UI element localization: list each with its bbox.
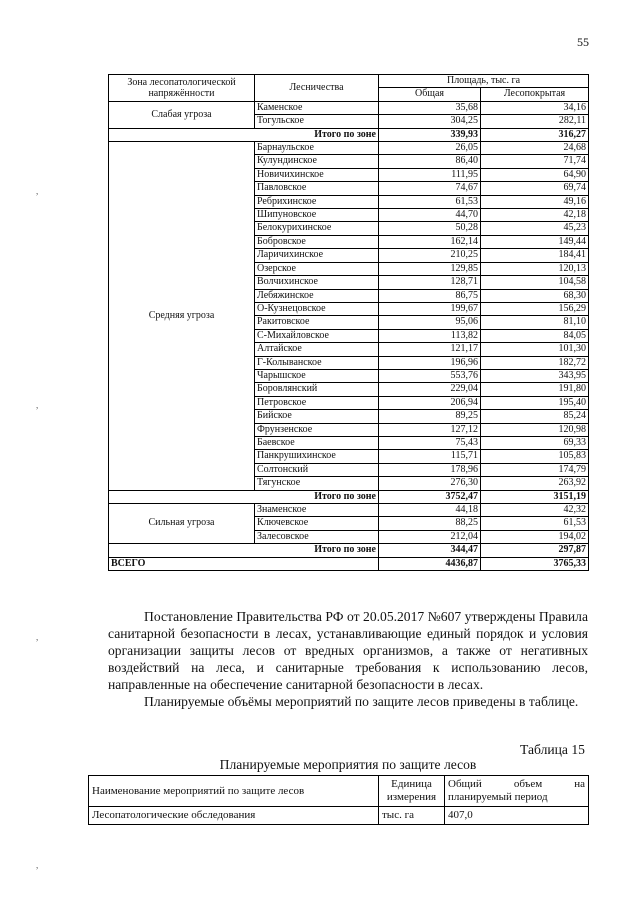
total-area-cell: 50,28: [379, 222, 481, 235]
total-area-cell: 129,85: [379, 262, 481, 275]
header-zone: Зона лесопатологической напряжённости: [109, 75, 255, 102]
forested-area-cell: 104,58: [481, 276, 589, 289]
paragraph-planned: Планируемые объёмы мероприятий по защите лесов приведены в таблице.: [144, 694, 579, 709]
subtotal-row: [109, 544, 589, 557]
forested-area-cell: 42,32: [481, 504, 589, 517]
forestry-name-cell: Петровское: [255, 396, 379, 409]
forestry-name-cell: Ракитовское: [255, 316, 379, 329]
forested-area-cell: 64,90: [481, 168, 589, 181]
subtotal-total-cell: 3752,47: [379, 490, 481, 503]
forestry-name-cell: Чарышское: [255, 369, 379, 382]
forested-area-cell: 343,95: [481, 369, 589, 382]
forested-area-cell: 84,05: [481, 329, 589, 342]
forestry-name-cell: Ребрихинское: [255, 195, 379, 208]
subtotal-forested-cell: 3151,19: [481, 490, 589, 503]
header-area: Площадь, тыс. га: [379, 75, 589, 88]
subtotal-label-cell: Итого по зоне: [109, 544, 379, 557]
grand-total-label-cell: ВСЕГО: [109, 557, 379, 570]
total-area-cell: 206,94: [379, 396, 481, 409]
forestry-name-cell: Павловское: [255, 182, 379, 195]
header-forestry: Лесничества: [255, 75, 379, 102]
scan-mark: ,: [36, 860, 39, 870]
scan-mark: ,: [36, 632, 39, 642]
header-unit: Единица измерения: [379, 776, 445, 807]
forestry-name-cell: Бийское: [255, 410, 379, 423]
total-area-cell: 229,04: [379, 383, 481, 396]
header-forested: Лесопокрытая: [481, 88, 589, 101]
total-area-cell: 210,25: [379, 249, 481, 262]
forestry-name-cell: Тогульское: [255, 115, 379, 128]
table15-header-row: [89, 776, 589, 807]
zone-name-cell: Средняя угроза: [109, 142, 255, 491]
forested-area-cell: 174,79: [481, 463, 589, 476]
total-area-cell: 61,53: [379, 195, 481, 208]
forested-area-cell: 81,10: [481, 316, 589, 329]
forestry-name-cell: Барнаульское: [255, 142, 379, 155]
table-header-row: [109, 75, 589, 88]
total-area-cell: 95,06: [379, 316, 481, 329]
total-area-cell: 178,96: [379, 463, 481, 476]
forested-area-cell: 120,98: [481, 423, 589, 436]
table15-title: Планируемые мероприятия по защите лесов: [219, 757, 477, 772]
subtotal-row: [109, 128, 589, 141]
forested-area-cell: 61,53: [481, 517, 589, 530]
forested-area-cell: 49,16: [481, 195, 589, 208]
table-row: [89, 807, 589, 825]
forestry-name-cell: Волчихинское: [255, 276, 379, 289]
table-row: [109, 504, 589, 517]
total-area-cell: 553,76: [379, 369, 481, 382]
total-area-cell: 86,75: [379, 289, 481, 302]
total-area-cell: 44,18: [379, 504, 481, 517]
table-row: [109, 101, 589, 114]
table-row: [109, 142, 589, 155]
forested-area-cell: 156,29: [481, 302, 589, 315]
total-area-cell: 88,25: [379, 517, 481, 530]
forested-area-cell: 42,18: [481, 209, 589, 222]
forested-area-cell: 105,83: [481, 450, 589, 463]
forested-area-cell: 71,74: [481, 155, 589, 168]
scan-mark: ,: [36, 186, 39, 196]
forestry-name-cell: Залесовское: [255, 530, 379, 543]
table15-number: Таблица 15: [520, 742, 585, 757]
total-area-cell: 121,17: [379, 343, 481, 356]
planned-measures-table: [88, 775, 589, 825]
forested-area-cell: 184,41: [481, 249, 589, 262]
total-area-cell: 75,43: [379, 436, 481, 449]
forested-area-cell: 195,40: [481, 396, 589, 409]
forestry-name-cell: Боровлянский: [255, 383, 379, 396]
total-area-cell: 115,71: [379, 450, 481, 463]
forest-zones-table: [108, 74, 589, 571]
total-area-cell: 74,67: [379, 182, 481, 195]
total-area-cell: 86,40: [379, 155, 481, 168]
forestry-name-cell: О-Кузнецовское: [255, 302, 379, 315]
grand-total-total-cell: 4436,87: [379, 557, 481, 570]
forestry-name-cell: Каменское: [255, 101, 379, 114]
forested-area-cell: 263,92: [481, 477, 589, 490]
forested-area-cell: 149,44: [481, 235, 589, 248]
total-area-cell: 44,70: [379, 209, 481, 222]
subtotal-total-cell: 339,93: [379, 128, 481, 141]
subtotal-total-cell: 344,47: [379, 544, 481, 557]
forestry-name-cell: Панкрушихинское: [255, 450, 379, 463]
forestry-name-cell: Белокурихинское: [255, 222, 379, 235]
subtotal-forested-cell: 316,27: [481, 128, 589, 141]
unit-cell: тыс. га: [379, 807, 445, 825]
forested-area-cell: 182,72: [481, 356, 589, 369]
grand-total-row: [109, 557, 589, 570]
forestry-name-cell: Шипуновское: [255, 209, 379, 222]
subtotal-forested-cell: 297,87: [481, 544, 589, 557]
total-area-cell: 35,68: [379, 101, 481, 114]
zone-name-cell: Сильная угроза: [109, 504, 255, 544]
forested-area-cell: 24,68: [481, 142, 589, 155]
forested-area-cell: 69,33: [481, 436, 589, 449]
forestry-name-cell: Баевское: [255, 436, 379, 449]
scan-mark: ,: [36, 400, 39, 410]
forestry-name-cell: Ларичихинское: [255, 249, 379, 262]
header-volume: Общий объем на планируемый период: [445, 776, 589, 807]
total-area-cell: 276,30: [379, 477, 481, 490]
forestry-name-cell: Тягунское: [255, 477, 379, 490]
volume-cell: 407,0: [445, 807, 589, 825]
forested-area-cell: 120,13: [481, 262, 589, 275]
subtotal-label-cell: Итого по зоне: [109, 490, 379, 503]
forestry-name-cell: Новичихинское: [255, 168, 379, 181]
zone-name-cell: Слабая угроза: [109, 101, 255, 128]
planned-measures-table-body: [89, 776, 589, 825]
forestry-name-cell: Бобровское: [255, 235, 379, 248]
forestry-name-cell: Г-Колыванское: [255, 356, 379, 369]
total-area-cell: 89,25: [379, 410, 481, 423]
total-area-cell: 111,95: [379, 168, 481, 181]
forestry-name-cell: Алтайское: [255, 343, 379, 356]
forestry-name-cell: Озерское: [255, 262, 379, 275]
forested-area-cell: 85,24: [481, 410, 589, 423]
forested-area-cell: 101,30: [481, 343, 589, 356]
forested-area-cell: 194,02: [481, 530, 589, 543]
total-area-cell: 128,71: [379, 276, 481, 289]
forestry-name-cell: Солтонский: [255, 463, 379, 476]
page-number: 55: [577, 35, 589, 49]
forestry-name-cell: Ключевское: [255, 517, 379, 530]
forested-area-cell: 34,16: [481, 101, 589, 114]
subtotal-label-cell: Итого по зоне: [109, 128, 379, 141]
forested-area-cell: 68,30: [481, 289, 589, 302]
forestry-name-cell: Лебяжинское: [255, 289, 379, 302]
forested-area-cell: 282,11: [481, 115, 589, 128]
forested-area-cell: 191,80: [481, 383, 589, 396]
total-area-cell: 113,82: [379, 329, 481, 342]
grand-total-forested-cell: 3765,33: [481, 557, 589, 570]
total-area-cell: 304,25: [379, 115, 481, 128]
total-area-cell: 199,67: [379, 302, 481, 315]
subtotal-row: [109, 490, 589, 503]
total-area-cell: 127,12: [379, 423, 481, 436]
total-area-cell: 212,04: [379, 530, 481, 543]
forestry-name-cell: С-Михайловское: [255, 329, 379, 342]
forested-area-cell: 45,23: [481, 222, 589, 235]
forestry-name-cell: Фрунзенское: [255, 423, 379, 436]
forested-area-cell: 69,74: [481, 182, 589, 195]
forestry-name-cell: Знаменское: [255, 504, 379, 517]
forest-zones-table-body: [109, 75, 589, 571]
header-measure: Наименование мероприятий по защите лесов: [89, 776, 379, 807]
total-area-cell: 162,14: [379, 235, 481, 248]
header-total: Общая: [379, 88, 481, 101]
measure-cell: Лесопатологические обследования: [89, 807, 379, 825]
total-area-cell: 196,96: [379, 356, 481, 369]
forestry-name-cell: Кулундинское: [255, 155, 379, 168]
paragraph-regulation: Постановление Правительства РФ от 20.05.2017 №607 утверждены Правила санитарной безопасности в лесах, устанавливающие единый порядок и условия организации защиты лесов от вредных организмов, а также от негативных воздействий на леса, и санитарные требования к использованию лесов, направленные на обеспечение санитарной безопасности в лесах.: [108, 609, 588, 692]
total-area-cell: 26,05: [379, 142, 481, 155]
